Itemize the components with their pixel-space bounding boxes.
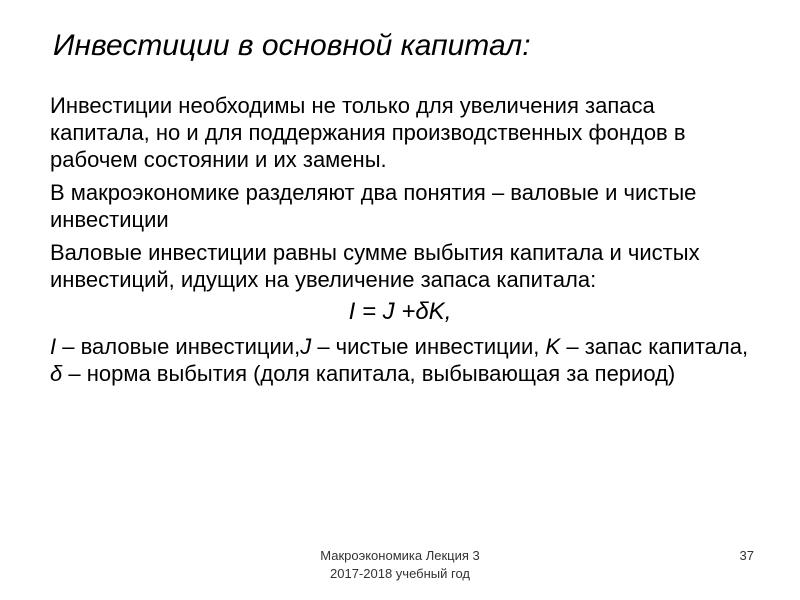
symbol-delta: δ — [50, 361, 63, 386]
investment-equation: I = J +δK, — [348, 298, 452, 325]
definition-j: – чистые инвестиции, — [311, 334, 546, 359]
equation-legend — [50, 333, 750, 387]
slide-footer — [250, 547, 550, 583]
paragraph-investment-purpose: Инвестиции необходимы не только для увеличения запаса капитала, но и для поддержания производственных фондов в рабочем состоянии и их замены. — [50, 93, 686, 172]
footer-year: 2017-2018 учебный год — [330, 566, 470, 581]
paragraph-two-concepts: В макроэкономике разделяют два понятия – валовые и чистые инвестиции — [50, 180, 697, 232]
symbol-i: I — [50, 334, 57, 359]
page-number: 37 — [739, 548, 754, 563]
symbol-k: K — [545, 334, 561, 359]
definition-k: – запас капитала, — [560, 334, 749, 359]
slide-title: Инвестиции в основной капитал: — [53, 29, 531, 62]
paragraph-gross-investment: Валовые инвестиции равны сумме выбытия капитала и чистых инвестиций, идущих на увеличение запаса капитала: — [50, 240, 700, 292]
definition-delta: – норма выбытия (доля капитала, выбывающая за период) — [62, 361, 676, 386]
slide-body — [50, 92, 750, 387]
footer-course: Макроэкономика Лекция 3 — [320, 548, 480, 563]
symbol-j: J — [300, 334, 312, 359]
definition-i: – валовые инвестиции, — [56, 334, 301, 359]
